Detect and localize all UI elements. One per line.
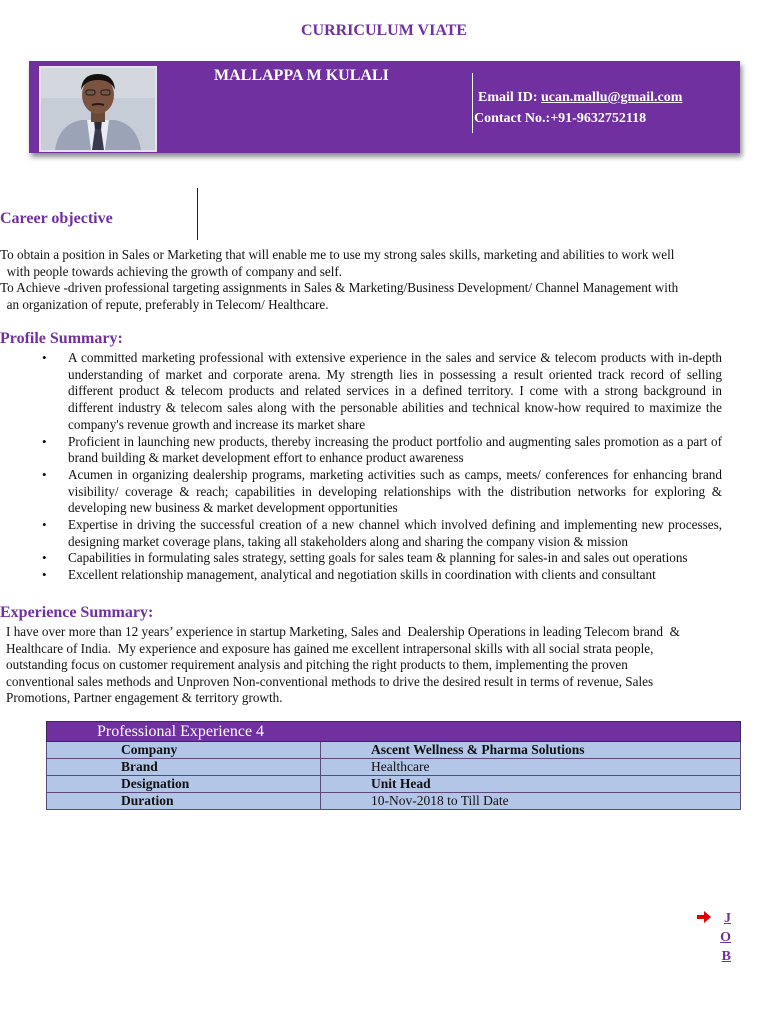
career-line: an organization of repute, preferably in Telecom/ Healthcare. <box>0 296 329 312</box>
table-row <box>47 776 741 793</box>
row-label: Brand <box>47 759 321 776</box>
table-header-row <box>47 722 741 742</box>
professional-experience-table <box>46 721 741 810</box>
section-divider <box>197 188 198 240</box>
job-letter[interactable]: B <box>721 949 731 964</box>
table-row <box>47 793 741 810</box>
header-divider <box>472 73 473 133</box>
experience-summary-text <box>6 624 722 707</box>
email-line <box>478 90 682 106</box>
list-item: • Expertise in driving the successful creation of a new channel which involved defining and implementing new processes, designing market coverage plans, taking all stakeholders along and sharing the company vision & mission <box>40 517 722 550</box>
row-value: Unit Head <box>321 776 741 793</box>
row-label: Company <box>47 742 321 759</box>
career-line: To obtain a position in Sales or Marketing that will enable me to use my strong sales skills, marketing and abilities to work well <box>0 247 675 262</box>
row-label: Designation <box>47 776 321 793</box>
career-line: with people towards achieving the growth of company and self. <box>0 263 343 279</box>
job-letter[interactable]: O <box>720 930 731 945</box>
list-item: • Proficient in launching new products, thereby increasing the product portfolio and augmenting sales promotion as a part of brand building & market development effort to enhance product awareness <box>40 434 722 467</box>
experience-line: conventional sales methods and Unproven Non-conventional methods to drive the desired result in terms of revenue, Sales <box>6 673 654 689</box>
candidate-name: MALLAPPA M KULALI <box>214 67 389 84</box>
table-title: Professional Experience 4 <box>47 722 741 742</box>
job-link[interactable] <box>710 909 738 966</box>
job-letter[interactable]: J <box>724 911 731 926</box>
row-value: 10-Nov-2018 to Till Date <box>321 793 741 810</box>
person-photo-icon <box>41 68 155 150</box>
experience-line: I have over more than 12 years’ experience in startup Marketing, Sales and Dealership Operations in leading Telecom brand & <box>6 624 680 639</box>
email-label: Email ID: <box>478 90 541 105</box>
row-label: Duration <box>47 793 321 810</box>
career-objective-text <box>0 247 740 313</box>
profile-summary-heading: Profile Summary: <box>0 330 123 347</box>
profile-summary-list <box>40 350 722 584</box>
email-link[interactable]: ucan.mallu@gmail.com <box>541 90 683 105</box>
table-row <box>47 759 741 776</box>
row-value: Ascent Wellness & Pharma Solutions <box>321 742 741 759</box>
experience-line: outstanding focus on customer requirement analysis and pitching the right products to them, implementing the proven <box>6 657 628 672</box>
row-value: Healthcare <box>321 759 741 776</box>
list-item: • Capabilities in formulating sales strategy, setting goals for sales team & planning for sales-in and sales out operations <box>40 550 722 567</box>
career-line: To Achieve -driven professional targeting assignments in Sales & Marketing/Business Development/ Channel Management with <box>0 280 679 295</box>
table-row <box>47 742 741 759</box>
contact-number: Contact No.:+91-9632752118 <box>474 111 647 126</box>
experience-summary-heading: Experience Summary: <box>0 604 154 621</box>
profile-photo <box>39 66 157 152</box>
list-item: • Excellent relationship management, analytical and negotiation skills in coordination with clients and consultant <box>40 567 722 584</box>
document-title: CURRICULUM VIATE <box>300 22 468 39</box>
header-banner <box>29 61 740 153</box>
experience-line: Healthcare of India. My experience and exposure has gained me excellent intrapersonal skills with all social strata people, <box>6 640 654 656</box>
career-objective-heading: Career objective <box>0 210 113 227</box>
list-item: • Acumen in organizing dealership programs, marketing activities such as camps, meets/ conferences for enhancing brand visibility/ coverage & reach; capabilities in developing relationships with the distribution networks for exploring & developing new business & market development opportunities <box>40 467 722 517</box>
experience-line: Promotions, Partner engagement & territory growth. <box>6 690 283 705</box>
red-arrow-icon <box>697 911 711 923</box>
list-item: • A committed marketing professional with extensive experience in the sales and service & telecom products with in-depth understanding of market and corporate arena. My strength lies in possessing a result oriented track record of selling different product & telecom products and related services in a defined territory. I come with a strong background in different industry & telecom sales along with the personable abilities and technical know-how required to maximize the company's revenue growth and increase its market share <box>40 350 722 434</box>
